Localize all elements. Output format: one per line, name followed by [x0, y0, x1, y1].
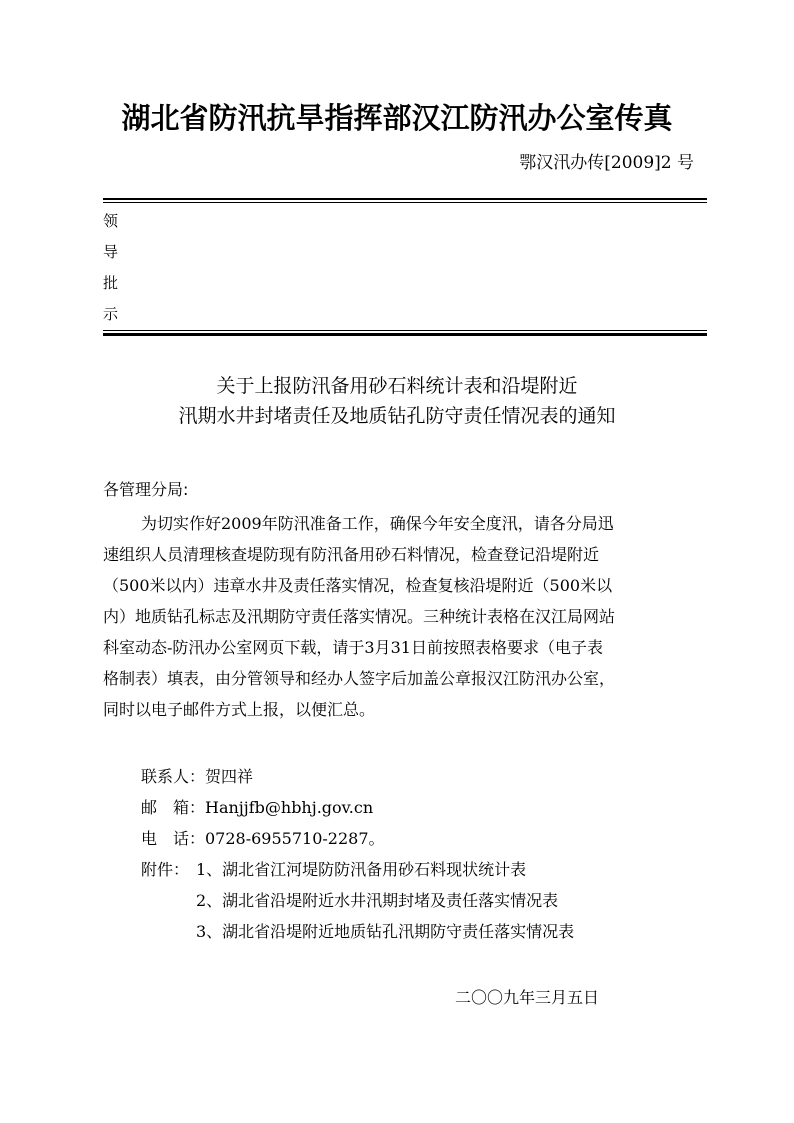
instructions-label	[103, 210, 118, 334]
box-top-rule-thick	[103, 198, 707, 200]
contact-person: 联系人：贺四祥	[141, 767, 254, 786]
issue-date: 二〇〇九年三月五日	[455, 988, 600, 1007]
attachment-item: 2、湖北省沿堤附近水井汛期封堵及责任落实情况表	[196, 891, 559, 910]
notice-title-line: 关于上报防汛备用砂石料统计表和沿堤附近	[216, 375, 578, 397]
body-line: 内）地质钻孔标志及汛期防守责任落实情况。三种统计表格在汉江局网站	[103, 607, 616, 626]
attachment-item: 3、湖北省沿堤附近地质钻孔汛期防守责任落实情况表	[196, 922, 575, 941]
contact-email: 邮 箱：Hanjjfb@hbhj.gov.cn	[141, 798, 374, 817]
notice-title	[0, 371, 794, 431]
instructions-label-char: 领	[103, 212, 119, 230]
box-bottom-rule-thick	[103, 333, 707, 336]
box-top-rule-thin	[103, 202, 707, 203]
instructions-label-char: 批	[103, 274, 119, 292]
notice-body	[103, 508, 697, 725]
fax-header-title: 湖北省防汛抗旱指挥部汉江防汛办公室传真	[121, 101, 673, 135]
notice-title-line: 汛期水井封堵责任及地质钻孔防守责任情况表的通知	[178, 405, 616, 427]
instructions-label-char: 导	[103, 243, 119, 261]
body-line: 速组织人员清理核查堤防现有防汛备用砂石料情况，检查登记沿堤附近	[103, 545, 600, 564]
attachments-label: 附件：	[141, 860, 190, 879]
body-line: 科室动态-防汛办公室网页下载，请于3月31日前按照表格要求（电子表	[103, 638, 603, 657]
box-bottom-rule-thin	[103, 330, 707, 331]
instructions-label-char: 示	[103, 305, 119, 323]
body-line: 格制表）填表，由分管领导和经办人签字后加盖公章报汉江防汛办公室，	[103, 669, 616, 688]
body-line: 同时以电子邮件方式上报，以便汇总。	[103, 700, 376, 719]
addressee: 各管理分局:	[103, 480, 189, 499]
body-line: 为切实作好2009年防汛准备工作，确保今年安全度汛，请各分局迅	[141, 514, 614, 533]
document-number: 鄂汉汛办传[2009]2 号	[519, 153, 694, 173]
contact-phone: 电 话：0728-6955710-2287。	[141, 829, 385, 848]
body-line: （500米以内）违章水井及责任落实情况，检查复核沿堤附近（500米以	[103, 576, 613, 595]
attachment-item: 1、湖北省江河堤防防汛备用砂石料现状统计表	[196, 860, 527, 879]
